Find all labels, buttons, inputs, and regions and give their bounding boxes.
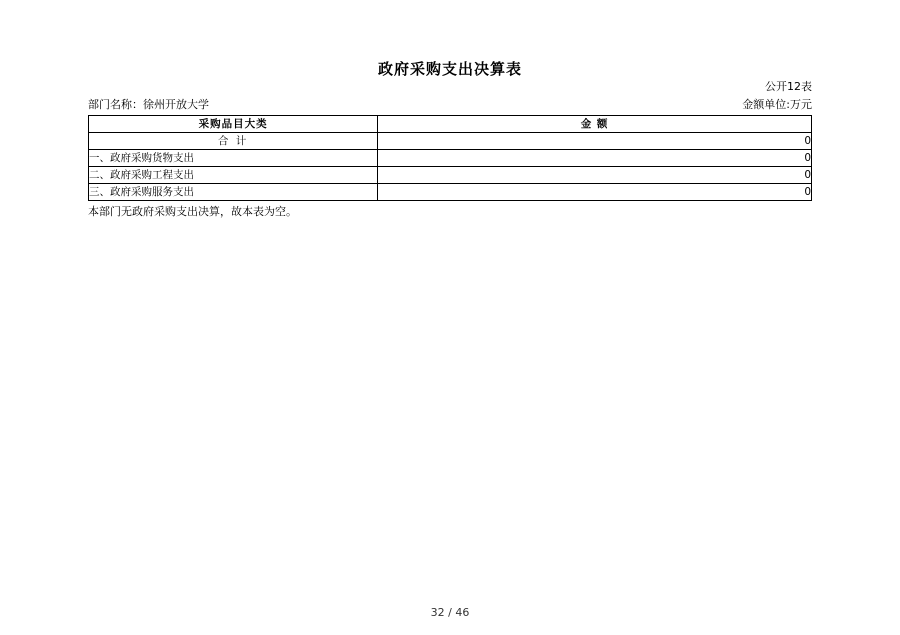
amount-unit: 金额单位:万元: [742, 98, 812, 111]
department-name: 部门名称：徐州开放大学: [88, 98, 209, 111]
table-row: [89, 167, 812, 184]
table-note: 本部门无政府采购支出决算，故本表为空。: [88, 205, 297, 218]
page-number: 32 / 46: [430, 606, 470, 619]
row-label: 一、政府采购货物支出: [89, 150, 378, 167]
table-header-row: [89, 116, 812, 133]
row-label: 合 计: [89, 133, 378, 150]
row-amount: 0: [378, 184, 812, 201]
sheet-number: 公开12表: [765, 80, 812, 93]
table-row: [89, 150, 812, 167]
table-row: [89, 184, 812, 201]
table-row: [89, 133, 812, 150]
page-title: 政府采购支出决算表: [377, 60, 522, 78]
column-header-amount: 金 额: [378, 116, 812, 133]
row-label: 三、政府采购服务支出: [89, 184, 378, 201]
column-header-category: 采购品目大类: [89, 116, 378, 133]
row-amount: 0: [378, 133, 812, 150]
procurement-table: [88, 115, 812, 201]
row-amount: 0: [378, 150, 812, 167]
row-label: 二、政府采购工程支出: [89, 167, 378, 184]
row-amount: 0: [378, 167, 812, 184]
